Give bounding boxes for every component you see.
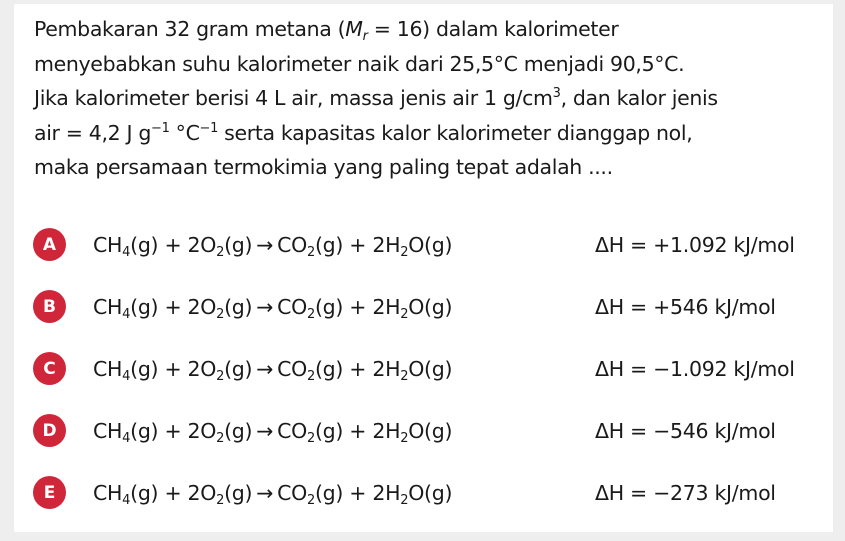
question-line-1: Pembakaran 32 gram metana $(M_r = 16)$ dalam kalorimeter [34, 17, 619, 44]
option-a[interactable] [33, 228, 823, 262]
option-equation: $CH_4(g) + 2O_2(g) \to CO_2(g) + 2H_2O(g)$ [93, 233, 453, 260]
option-d[interactable] [33, 414, 823, 448]
option-equation: $CH_4(g) + 2O_2(g) \to CO_2(g) + 2H_2O(g)$ [93, 295, 453, 322]
option-equation: $CH_4(g) + 2O_2(g) \to CO_2(g) + 2H_2O(g)$ [93, 419, 453, 446]
question-line-3: Jika kalorimeter berisi 4 L air, massa jenis air 1 $g/cm^3$, dan kalor jenis [34, 86, 718, 110]
option-equation: $CH_4(g) + 2O_2(g) \to CO_2(g) + 2H_2O(g)$ [93, 357, 453, 384]
question-line-4: air = 4,2 J $g^{-1}$ $^\circ C^{-1}$ serta kapasitas kalor kalorimeter dianggap nol, [34, 120, 693, 145]
option-badge: D [33, 414, 66, 447]
option-c[interactable] [33, 352, 823, 386]
option-b[interactable] [33, 290, 823, 324]
option-badge: E [33, 476, 66, 509]
option-enthalpy: ΔH = +546 kJ/mol [595, 295, 776, 319]
option-equation: $CH_4(g) + 2O_2(g) \to CO_2(g) + 2H_2O(g)$ [93, 481, 453, 508]
question-line-2: menyebabkan suhu kalorimeter naik dari 25,5°C menjadi 90,5°C. [34, 51, 685, 76]
option-badge: A [33, 228, 66, 261]
question-line-5: maka persamaan termokimia yang paling tepat adalah .... [34, 155, 613, 179]
option-enthalpy: ΔH = −273 kJ/mol [595, 481, 776, 505]
question-text [34, 12, 824, 185]
question-card [14, 4, 833, 532]
option-badge: B [33, 290, 66, 323]
option-enthalpy: ΔH = −1.092 kJ/mol [595, 357, 795, 381]
option-enthalpy: ΔH = +1.092 kJ/mol [595, 233, 795, 257]
option-e[interactable] [33, 476, 823, 510]
option-enthalpy: ΔH = −546 kJ/mol [595, 419, 776, 443]
option-badge: C [33, 352, 66, 385]
